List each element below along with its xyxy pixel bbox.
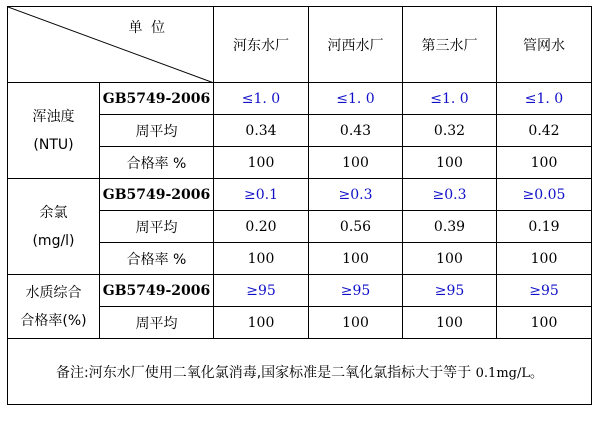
- value-cell: 100: [497, 307, 592, 339]
- diagonal-line: [8, 7, 214, 83]
- value-cell: 100: [403, 147, 497, 179]
- value-cell: 0.20: [214, 211, 309, 243]
- standard-value: ≥95: [309, 275, 403, 307]
- row-label: 周平均: [100, 211, 214, 243]
- unit-header-cell: [8, 7, 214, 83]
- value-cell: 0.19: [497, 211, 592, 243]
- row-label: 周平均: [100, 115, 214, 147]
- water-quality-table: [7, 6, 592, 405]
- standard-value: ≥0.05: [497, 179, 592, 211]
- value-cell: 0.56: [309, 211, 403, 243]
- value-cell: 100: [309, 307, 403, 339]
- standard-value: ≥95: [497, 275, 592, 307]
- table-row: [8, 83, 592, 115]
- value-cell: 100: [309, 147, 403, 179]
- value-cell: 0.39: [403, 211, 497, 243]
- category-line: 合格率(%): [20, 312, 87, 329]
- value-cell: 0.43: [309, 115, 403, 147]
- row-label: 周平均: [100, 307, 214, 339]
- standard-value: ≥0.3: [309, 179, 403, 211]
- note-row: [8, 339, 592, 405]
- category-line: 余氯: [39, 204, 68, 221]
- value-cell: 100: [309, 243, 403, 275]
- row-label: 合格率 %: [100, 147, 214, 179]
- category-line: 浑浊度: [32, 108, 75, 125]
- note-value: 0.1mg/L。: [475, 365, 543, 381]
- standard-value: ≥0.3: [403, 179, 497, 211]
- standard-value: ≥0.1: [214, 179, 309, 211]
- column-header: 管网水: [497, 7, 592, 83]
- note-text: 备注:河东水厂使用二氧化氯消毒,国家标准是二氧化氯指标大于等于: [56, 364, 472, 381]
- value-cell: 100: [497, 147, 592, 179]
- category-line: (NTU): [33, 136, 74, 153]
- row-label: GB5749-2006: [100, 179, 214, 211]
- standard-value: ≤1. 0: [497, 83, 592, 115]
- category-cell-turbidity: [8, 83, 100, 179]
- category-cell-chlorine: [8, 179, 100, 275]
- category-line: 水质综合: [25, 284, 82, 301]
- value-cell: 0.42: [497, 115, 592, 147]
- value-cell: 100: [214, 243, 309, 275]
- row-label: 合格率 %: [100, 243, 214, 275]
- value-cell: 100: [403, 307, 497, 339]
- unit-label: 单 位: [128, 20, 167, 36]
- column-header: 河东水厂: [214, 7, 309, 83]
- category-cell-overall: [8, 275, 100, 339]
- standard-value: ≤1. 0: [214, 83, 309, 115]
- standard-value: ≥95: [214, 275, 309, 307]
- value-cell: 100: [403, 243, 497, 275]
- value-cell: 0.34: [214, 115, 309, 147]
- standard-value: ≥95: [403, 275, 497, 307]
- value-cell: 100: [497, 243, 592, 275]
- row-label: GB5749-2006: [100, 83, 214, 115]
- standard-value: ≤1. 0: [309, 83, 403, 115]
- value-cell: 100: [214, 147, 309, 179]
- column-header: 河西水厂: [309, 7, 403, 83]
- table-row: [8, 179, 592, 211]
- category-line: (mg/l): [32, 232, 75, 249]
- value-cell: 0.32: [403, 115, 497, 147]
- row-label: GB5749-2006: [100, 275, 214, 307]
- table-row: [8, 275, 592, 307]
- note-cell: [8, 339, 592, 405]
- standard-value: ≤1. 0: [403, 83, 497, 115]
- header-row: [8, 7, 592, 83]
- value-cell: 100: [214, 307, 309, 339]
- column-header: 第三水厂: [403, 7, 497, 83]
